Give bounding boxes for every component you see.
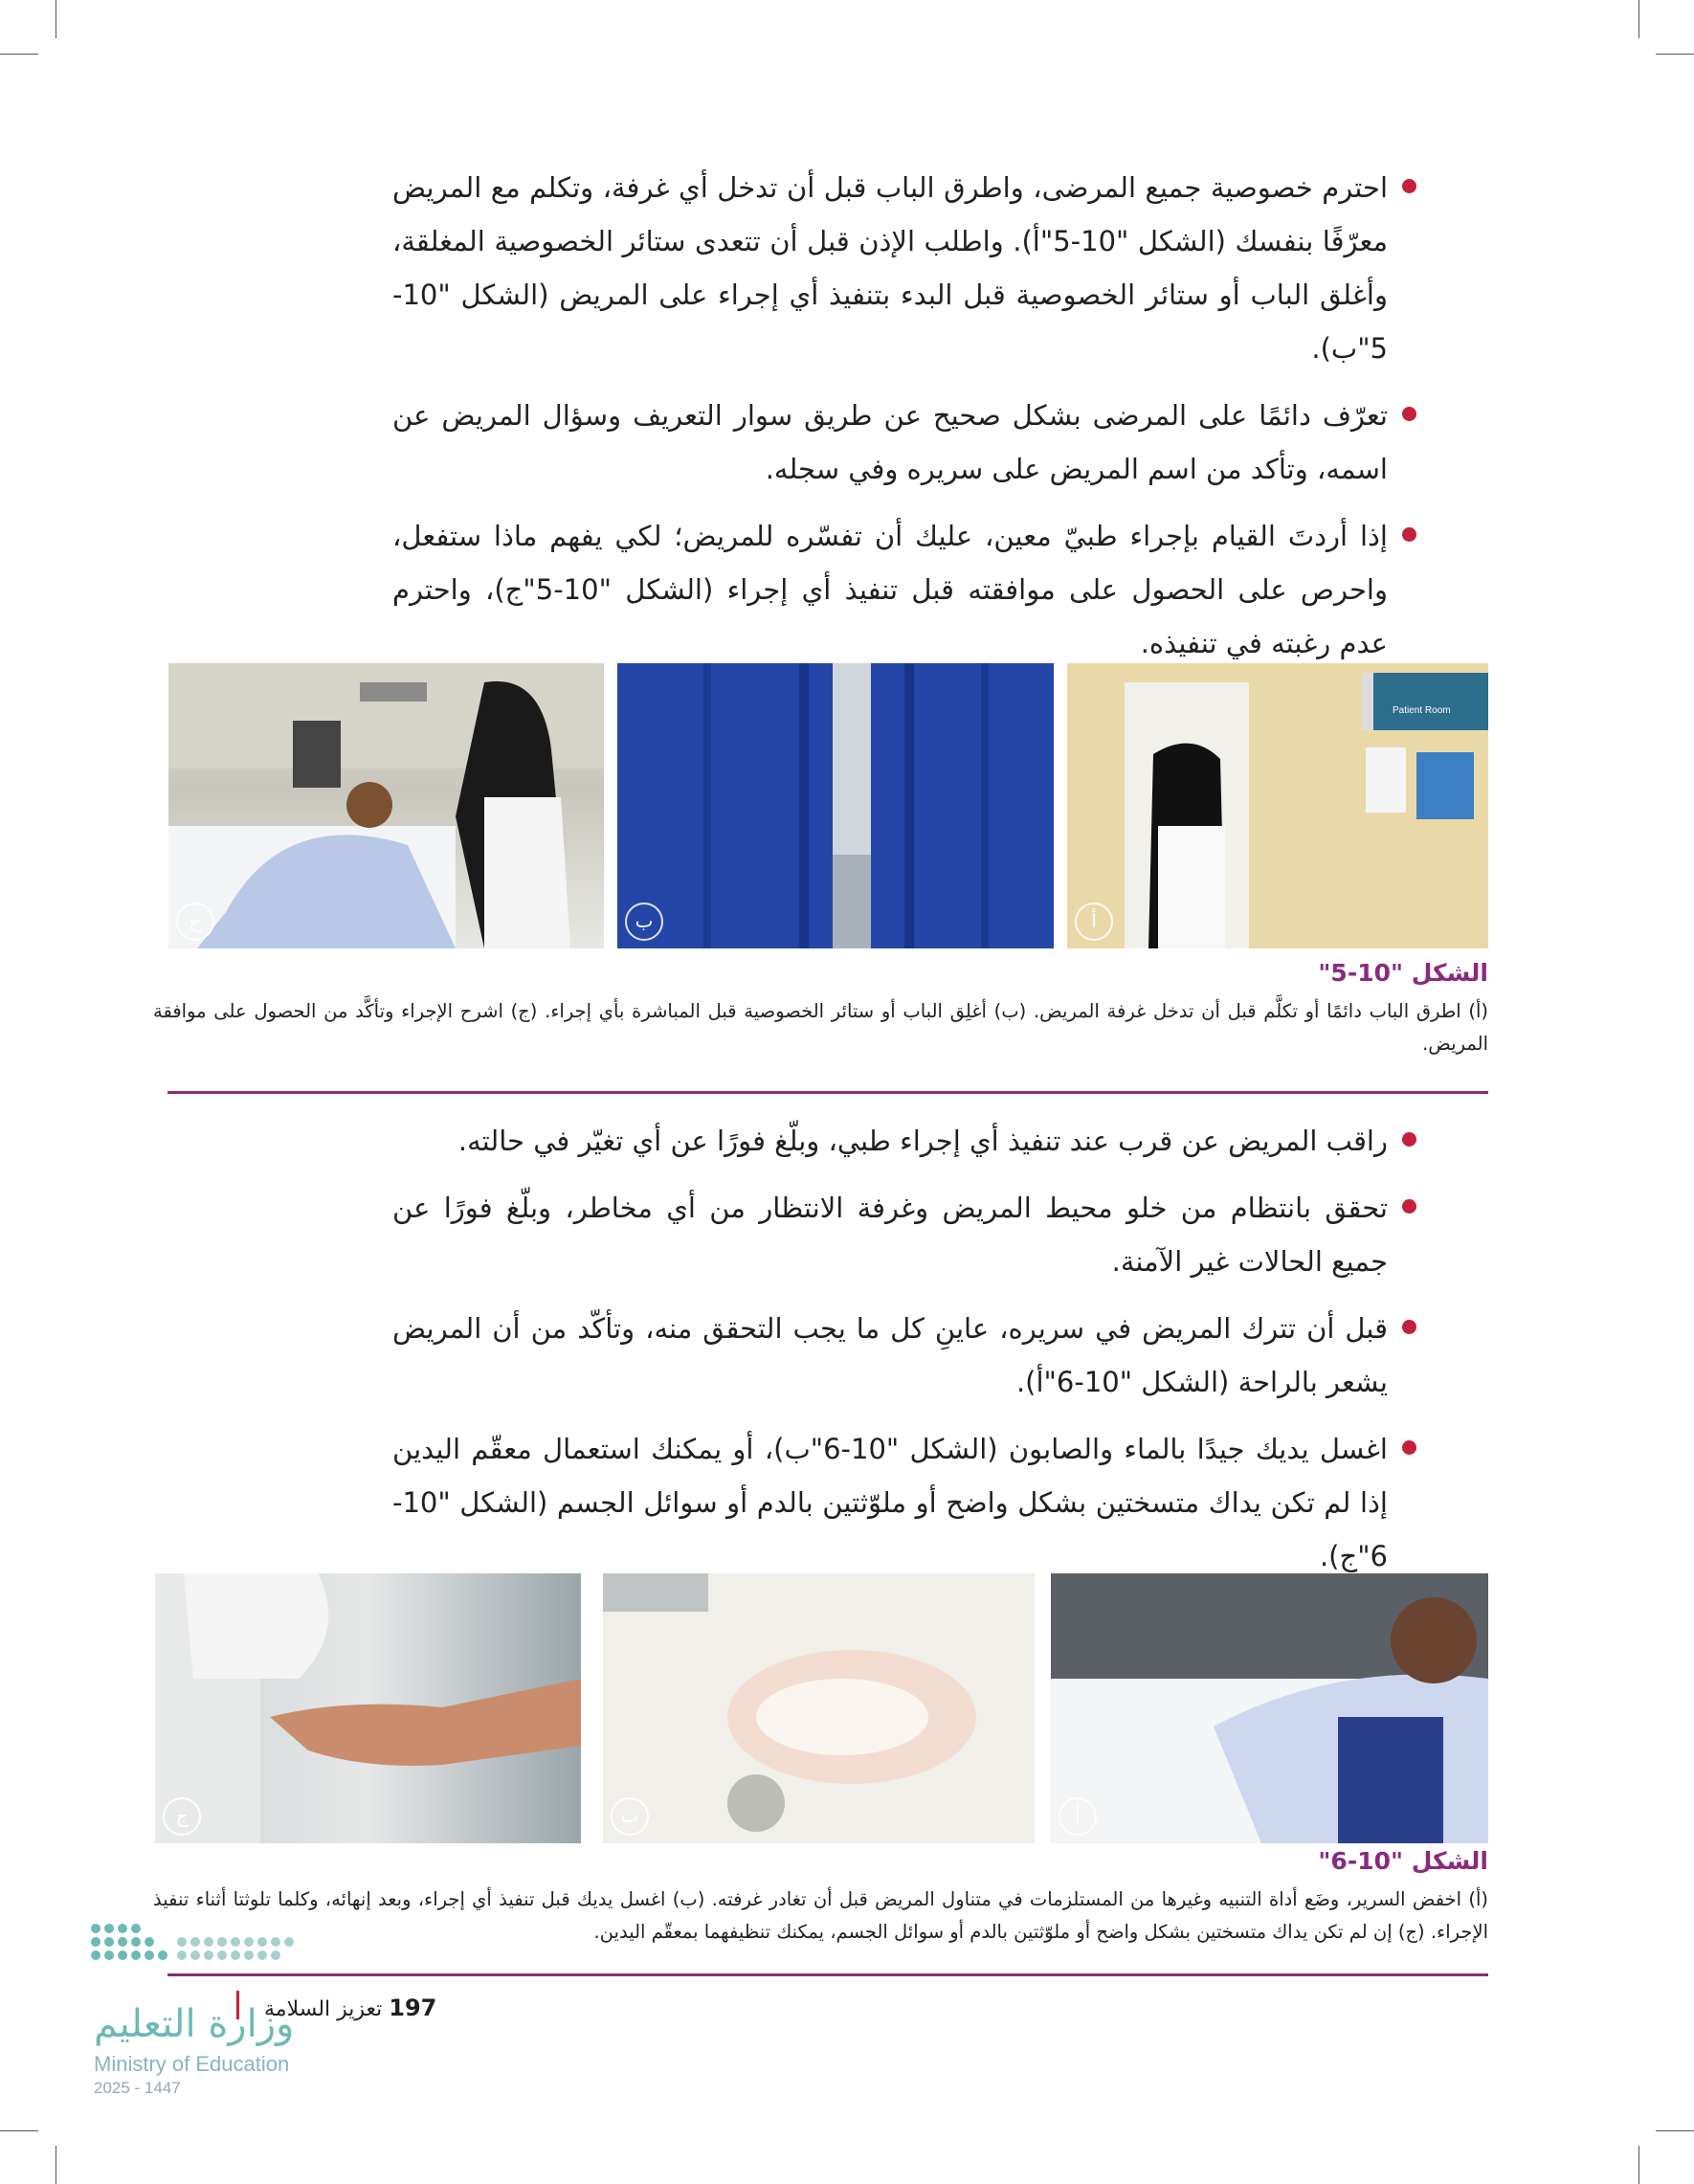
crop-mark — [0, 2130, 38, 2131]
figure-label: ب — [611, 1797, 649, 1836]
bullet-text: تعرّف دائمًا على المرضى بشكل صحيح عن طريق سوار التعريف وسؤال المريض عن اسمه، وتأكد من اسم المريض على سريره وفي سجله. — [392, 399, 1388, 485]
ministry-name-arabic: وزارة التعليم — [94, 2002, 295, 2046]
bullet-list-2 — [392, 1114, 1416, 1596]
list-item — [392, 1181, 1416, 1288]
figure-label: أ — [1075, 903, 1113, 941]
bullet-text: قبل أن تترك المريض في سريره، عاينِ كل ما يجب التحقق منه، وتأكّد من أن المريض يشعر بالراحة (الشكل "10-6"أ). — [392, 1312, 1388, 1398]
crop-mark — [1638, 0, 1639, 38]
consultation-illustration — [168, 663, 604, 948]
crop-mark — [1656, 54, 1694, 55]
ministry-logo-dots — [86, 1919, 306, 1976]
figure-label: ب — [625, 903, 663, 941]
bullet-text: إذا أردتَ القيام بإجراء طبيّ معين، عليك أن تفسّره للمريض؛ لكي يفهم ماذا ستفعل، واحرص على الحصول على موافقته قبل تنفيذ أي إجراء (الشكل "10-5"ج)، واحترم عدم رغبته في تنفيذه. — [392, 520, 1388, 659]
photo-patient-in-bed — [1051, 1573, 1488, 1843]
bullet-icon — [1402, 1199, 1416, 1214]
ministry-name-english: Ministry of Education — [94, 2052, 290, 2076]
bullet-icon — [1402, 179, 1416, 193]
divider — [167, 1091, 1488, 1094]
bullet-text: احترم خصوصية جميع المرضى، واطرق الباب قبل أن تدخل أي غرفة، وتكلم مع المريض معرّفًا بنفسك (الشكل "10-5"أ). واطلب الإذن قبل أن تتعدى ستائر الخصوصية المغلقة، وأغلق الباب أو ستائر الخصوصية قبل البدء بتنفيذ أي إجراء على المريض (الشكل "10-5"ب). — [392, 171, 1388, 365]
bullet-icon — [1402, 1440, 1416, 1455]
figure-label: ج — [176, 903, 214, 941]
bullet-list-1 — [392, 161, 1416, 683]
list-item — [392, 161, 1416, 375]
curtain-illustration — [617, 663, 1054, 948]
crop-mark — [1638, 2146, 1639, 2184]
sanitizer-illustration — [155, 1573, 581, 1843]
photo-knocking-door — [1067, 663, 1488, 948]
handwashing-illustration — [603, 1573, 1035, 1843]
bullet-icon — [1402, 527, 1416, 542]
bed-illustration — [1051, 1573, 1488, 1843]
figure-caption-1: (أ) اطرق الباب دائمًا أو تكلَّم قبل أن تدخل غرفة المريض. (ب) أغلِق الباب أو ستائر الخصوصية قبل المباشرة بأي إجراء. (ج) اشرح الإجراء وتأكَّد من الحصول على موافقة المريض. — [153, 1000, 1488, 1055]
edition-year: 2025 - 1447 — [94, 2079, 181, 2097]
list-item — [392, 1114, 1416, 1168]
bullet-text: اغسل يديك جيدًا بالماء والصابون (الشكل "10-6"ب)، أو يمكنك استعمال معقّم اليدين إذا لم تكن يداك متسختين بشكل واضح أو ملوّثتين بالدم أو سوائل الجسم (الشكل "10-6"ج). — [392, 1433, 1388, 1572]
page-number: 197 — [389, 1995, 437, 2021]
sign-english: Patient Room — [1393, 705, 1451, 716]
list-item — [392, 1302, 1416, 1409]
list-item — [392, 509, 1416, 670]
figure-label: ج — [163, 1797, 201, 1836]
bullet-text: تحقق بانتظام من خلو محيط المريض وغرفة الانتظار من أي مخاطر، وبلّغ فورًا عن جميع الحالات غير الآمنة. — [392, 1192, 1388, 1278]
figure-caption-2: (أ) اخفض السرير، وضَع أداة التنبيه وغيرها من المستلزمات في متناول المريض قبل أن تغادر غرفته. (ب) اغسل يديك قبل تنفيذ أي إجراء، وبعد إنهائه، وكلما تلوثتا أثناء تنفيذ الإجراء. (ج) إن لم تكن يداك متسختين بشكل واضح أو ملوّثتين بالدم أو سوائل الجسم، يمكنك تنظيفهما بمعقّم اليدين. — [153, 1888, 1488, 1943]
divider — [167, 1973, 1488, 1976]
photo-privacy-curtain — [617, 663, 1054, 948]
photo-hand-sanitizer — [155, 1573, 581, 1843]
list-item — [392, 1422, 1416, 1583]
bullet-icon — [1402, 407, 1416, 421]
list-item — [392, 389, 1416, 496]
photo-hand-washing — [603, 1573, 1035, 1843]
crop-mark — [1656, 2130, 1694, 2131]
bullet-icon — [1402, 1132, 1416, 1147]
bullet-text: راقب المريض عن قرب عند تنفيذ أي إجراء طبي، وبلّغ فورًا عن أي تغيّر في حالته. — [457, 1125, 1388, 1157]
section-title: تعزيز السلامة — [264, 1997, 383, 2021]
figure-title-2: الشكل "10-6" — [1318, 1847, 1488, 1875]
bullet-icon — [1402, 1320, 1416, 1334]
figure-title-1: الشكل "10-5" — [1318, 959, 1488, 987]
crop-mark — [0, 54, 38, 55]
figure-label: أ — [1059, 1797, 1097, 1836]
photo-patient-consultation — [168, 663, 604, 948]
